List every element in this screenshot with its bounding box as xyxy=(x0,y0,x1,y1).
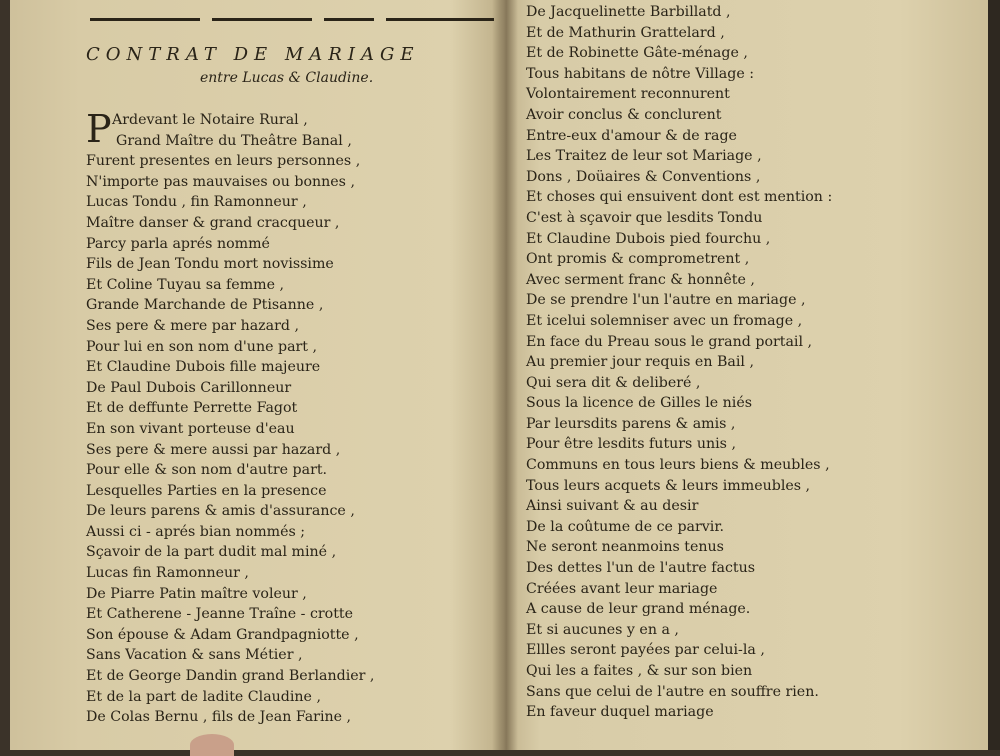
verse-line: Et Claudine Dubois fille majeure xyxy=(86,359,321,376)
left-edge-shadow xyxy=(0,0,10,750)
verse-lines-left xyxy=(86,107,375,728)
verse-line: Et de deffunte Perrette Fagot xyxy=(86,400,298,417)
verse-line: Son épouse & Adam Grandpagniotte , xyxy=(86,626,359,643)
verse-line: Pour lui en son nom d'une part , xyxy=(86,338,318,355)
verse-line: Ne seront neanmoins tenus xyxy=(526,539,724,556)
verse-line: Lucas Tondu , fin Ramonneur , xyxy=(86,194,307,211)
verse-line: Et de Mathurin Grattelard , xyxy=(526,24,725,41)
verse-line: De leurs parens & amis d'assurance , xyxy=(86,503,355,520)
verse-line: A cause de leur grand ménage. xyxy=(526,601,751,618)
verse-line: De Piarre Patin maître voleur , xyxy=(86,585,307,602)
verse-line: Parcy parla aprés nommé xyxy=(86,235,270,252)
verse-line: Et de George Dandin grand Berlandier , xyxy=(86,668,375,685)
verse-lines-right xyxy=(526,2,832,723)
verse-line: Tous habitans de nôtre Village : xyxy=(526,65,755,82)
verse-line: Communs en tous leurs biens & meubles , xyxy=(526,457,830,474)
header-rule-segment xyxy=(212,18,312,21)
verse-line: Pour être lesdits futurs unis , xyxy=(526,436,736,453)
page-title: CONTRAT DE MARIAGE xyxy=(86,44,420,65)
verse-line: Créées avant leur mariage xyxy=(526,580,718,597)
verse-line: Sous la licence de Gilles le niés xyxy=(526,395,753,412)
verse-line: Fils de Jean Tondu mort novissime xyxy=(86,256,334,273)
verse-line: En son vivant porteuse d'eau xyxy=(86,420,295,437)
verse-line: De se prendre l'un l'autre en mariage , xyxy=(526,292,806,309)
verse-line: Au premier jour requis en Bail , xyxy=(526,354,754,371)
verse-line: Sans que celui de l'autre en souffre rien. xyxy=(526,683,819,700)
verse-line: Furent presentes en leurs personnes , xyxy=(86,153,361,170)
header-rule-segment xyxy=(324,18,374,21)
verse-line: Sçavoir de la part dudit mal miné , xyxy=(86,544,337,561)
verse-line: Aussi ci - aprés bian nommés ; xyxy=(86,523,306,540)
verse-line: Avec serment franc & honnête , xyxy=(526,271,755,288)
verse-line: Ellles seront payées par celui-la , xyxy=(526,642,765,659)
verse-line: En faveur duquel mariage xyxy=(526,704,714,721)
verse-line: Avoir conclus & conclurent xyxy=(526,106,722,123)
verse-line: Et de Robinette Gâte-ménage , xyxy=(526,45,748,62)
right-page xyxy=(512,0,990,750)
header-rule-segment xyxy=(90,18,200,21)
right-edge-shadow xyxy=(988,0,1000,750)
page-subtitle: entre Lucas & Claudine. xyxy=(200,70,374,86)
verse-line: Pour elle & son nom d'autre part. xyxy=(86,462,328,479)
verse-line: Grand Maître du Theâtre Banal , xyxy=(116,132,352,149)
verse-line: Par leursdits parens & amis , xyxy=(526,415,736,432)
verse-line: Et si aucunes y en a , xyxy=(526,621,679,638)
verse-line: Ont promis & comprometrent , xyxy=(526,251,750,268)
verse-line: Dons , Doüaires & Conventions , xyxy=(526,168,761,185)
verse-line: Ardevant le Notaire Rural , xyxy=(112,112,308,128)
verse-line: Lucas fin Ramonneur , xyxy=(86,565,249,582)
verse-line: Des dettes l'un de l'autre factus xyxy=(526,560,756,577)
reader-thumb xyxy=(190,734,234,756)
verse-line: C'est à sçavoir que lesdits Tondu xyxy=(526,209,763,226)
verse-line: Ainsi suivant & au desir xyxy=(526,498,699,515)
verse-line: Lesquelles Parties en la presence xyxy=(86,482,327,499)
verse-line: Et icelui solemniser avec un fromage , xyxy=(526,312,803,329)
verse-line: Et Catherene - Jeanne Traîne - crotte xyxy=(86,606,354,623)
verse-line: Sans Vacation & sans Métier , xyxy=(86,647,303,664)
verse-line: De Jacquelinette Barbillatd , xyxy=(526,4,731,20)
verse-line: N'importe pas mauvaises ou bonnes , xyxy=(86,173,355,190)
verse-line: Tous leurs acquets & leurs immeubles , xyxy=(526,477,811,494)
verse-line: Et de la part de ladite Claudine , xyxy=(86,688,321,705)
verse-line: Qui sera dit & deliberé , xyxy=(526,374,701,391)
verse-line: De Colas Bernu , fils de Jean Farine , xyxy=(86,709,352,726)
header-rule xyxy=(90,18,496,22)
verse-line: Et Claudine Dubois pied fourchu , xyxy=(526,230,771,247)
verse-line: Grande Marchande de Ptisanne , xyxy=(86,297,324,314)
verse-line: Ses pere & mere par hazard , xyxy=(86,317,299,334)
verse-line: De la coûtume de ce parvir. xyxy=(526,518,725,535)
left-page xyxy=(10,0,498,750)
drop-cap: P xyxy=(86,107,112,151)
verse-line: Ses pere & mere aussi par hazard , xyxy=(86,441,341,458)
verse-line: Volontairement reconnurent xyxy=(526,86,730,103)
verse-line: Les Traitez de leur sot Mariage , xyxy=(526,148,762,165)
verse-line: Entre-eux d'amour & de rage xyxy=(526,127,737,144)
verse-line: Et choses qui ensuivent dont est mention : xyxy=(526,189,833,206)
header-rule-segment xyxy=(386,18,494,21)
verse-line: De Paul Dubois Carillonneur xyxy=(86,379,292,396)
verse-line: Maître danser & grand cracqueur , xyxy=(86,214,340,231)
verse-line: En face du Preau sous le grand portail , xyxy=(526,333,813,350)
verse-line: Qui les a faites , & sur son bien xyxy=(526,663,753,679)
verse-line: Et Coline Tuyau sa femme , xyxy=(86,276,285,293)
